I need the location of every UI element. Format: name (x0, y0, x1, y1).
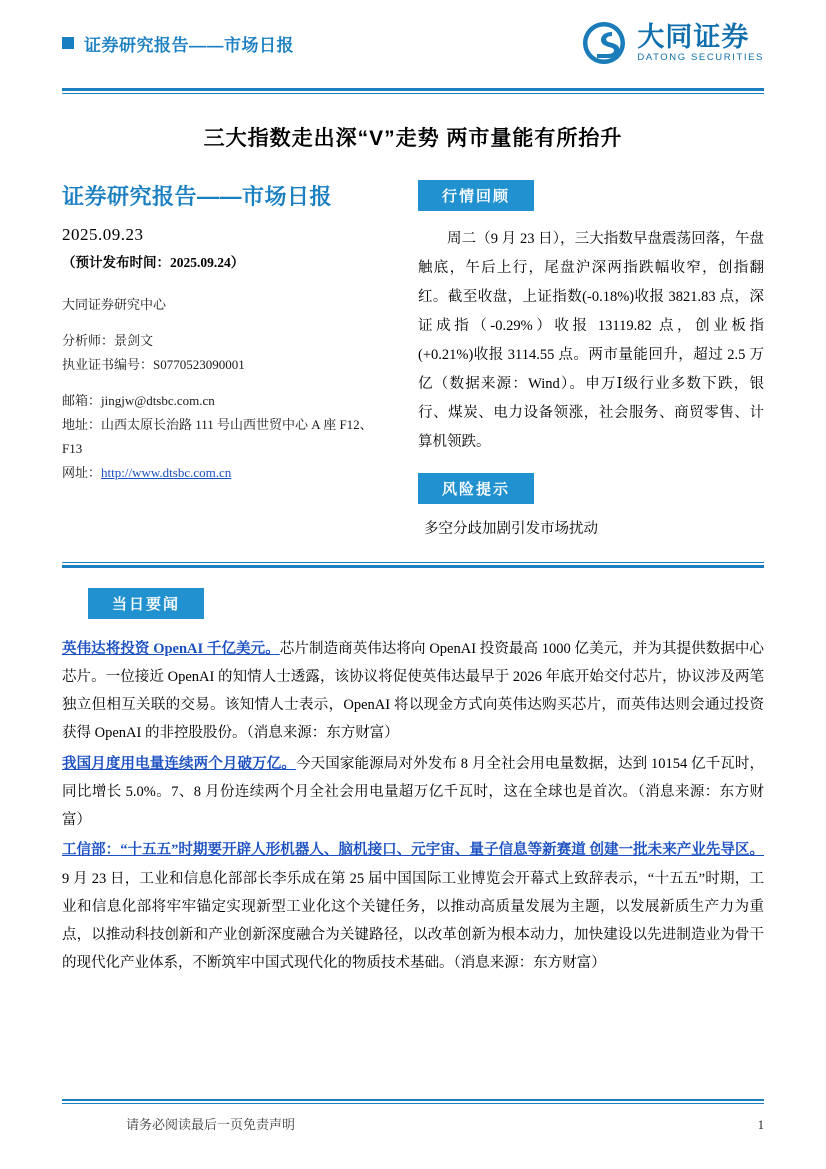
meta-spacer-2 (62, 377, 392, 389)
brand-logo (581, 20, 764, 66)
news-headline[interactable]: 工信部：“十五五”时期要开辟人形机器人、脑机接口、元宇宙、量子信息等新赛道 创建一批未来产业先导区。 (62, 842, 764, 859)
daily-news-section (62, 588, 764, 978)
list-item (62, 836, 764, 977)
meta-spacer (62, 317, 392, 329)
header-banner-title: 证券研究报告——市场日报 (84, 35, 294, 55)
datong-logo-icon (581, 20, 627, 66)
website-row (62, 461, 392, 485)
risk-tag-wrap (418, 473, 764, 504)
page-title: 三大指数走出深“V”走势 两市量能有所抬升 (203, 127, 623, 150)
footer-rule-thin (62, 1103, 764, 1104)
blue-square-icon (62, 37, 74, 49)
header-banner (62, 31, 294, 56)
news-list (62, 635, 764, 978)
brand-name-cn: 大同证券 (637, 21, 750, 52)
news-body-text: 9 月 23 日，工业和信息化部部长李乐成在第 25 届中国国际工业博览会开幕式上致辞表示，“十五五”时期，工业和信息化部将牢牢锚定实现新型工业化这个关键任务，以推动高质量发展为主题，以发展新质生产力为重点，以推动科技创新和产业创新深度融合为关键路径，以改革创新为根本动力，加快建设以先进制造业为骨干的现代化产业体系，不断筑牢中国式现代化的物质技术基础。（消息来源：东方财富） (62, 870, 764, 972)
header-rule-thin (62, 93, 764, 94)
review-tag-wrap (418, 180, 764, 211)
brand-text (637, 23, 764, 63)
market-review-column (418, 180, 764, 544)
report-date: 2025.09.23 (62, 225, 144, 244)
license-label: 执业证书编号：S0770523090001 (62, 357, 245, 373)
page-footer (62, 1099, 764, 1134)
list-item (62, 750, 764, 835)
website-label: 网址： (62, 465, 102, 481)
website-link[interactable]: http://www.dtsbc.com.cn (101, 465, 232, 481)
news-headline[interactable]: 英伟达将投资 OpenAI 千亿美元。 (62, 640, 280, 657)
footer-rule-thick (62, 1099, 764, 1102)
mid-rule-thick (62, 565, 764, 568)
market-review-text: 周二（9 月 23 日），三大指数早盘震荡回落，午盘触底，午后上行，尾盘沪深两指跌幅收窄，创指翻红。截至收盘，上证指数(-0.18%)收报 3821.83 点，深证成指（-0.29%）收报 13119.82 点，创业板指(+0.21%)收报 3114.55 点。两市量能回升，超过 2.5 万亿（数据来源：Wind）。申万Ⅰ级行业多数下跌，银行、煤炭、电力设备领涨，社会服务、商贸零售、计算机领跌。 (418, 231, 764, 450)
email-label: 邮箱：jingjw@dtsbc.com.cn (62, 393, 215, 409)
page-header (62, 0, 764, 86)
news-headline[interactable]: 我国月度用电量连续两个月破万亿。 (62, 755, 297, 772)
section-tag-daily-news: 当日要闻 (88, 588, 204, 619)
header-rule-thick (62, 88, 764, 91)
summary-columns (62, 180, 764, 544)
news-body-text: 今天国家能源局对外发布 8 月全社会用电量数据，达到 10154 亿千瓦时，同比增长 5.0%。7、8 月份连续两个月全社会用电量超万亿千瓦时，这在全球也是首次。（消息来源：东方财富） (62, 755, 765, 829)
address-label: 地址：山西太原长治路 111 号山西世贸中心 A 座 F12、F13 (62, 417, 373, 457)
report-expected-release: （预计发布时间：2025.09.24） (62, 255, 245, 270)
mid-rule-thin (62, 562, 764, 563)
footer-disclaimer: 请务必阅读最后一页免责声明 (126, 1117, 296, 1132)
brand-name-en: DATONG SECURITIES (637, 52, 764, 64)
analyst-label: 分析师：景剑文 (62, 333, 154, 349)
news-tag-wrap (62, 588, 764, 619)
footer-page-number: 1 (757, 1118, 764, 1132)
report-meta-block (62, 293, 392, 485)
risk-warning-text: 多空分歧加剧引发市场扰动 (424, 521, 598, 537)
section-tag-market-review: 行情回顾 (418, 180, 534, 211)
news-body-text: 芯片制造商英伟达将向 OpenAI 投资最高 1000 亿美元，并为其提供数据中心芯片。一位接近 OpenAI 的知情人士透露，该协议将促使英伟达最早于 2026 年底开始交付芯片，协议涉及两笔独立但相互关联的交易。该知情人士表示，OpenAI 将以现金方式向英伟达购买芯片，而英伟达则会通过投资获得 OpenAI 的非控股股份。（消息来源：东方财富） (62, 640, 764, 742)
report-kind-label: 证券研究报告——市场日报 (62, 184, 333, 209)
list-item (62, 635, 764, 748)
report-meta-column (62, 180, 392, 544)
research-center-label: 大同证券研究中心 (62, 297, 167, 312)
section-tag-risk-warning: 风险提示 (418, 473, 534, 504)
footer-row (62, 1114, 764, 1133)
